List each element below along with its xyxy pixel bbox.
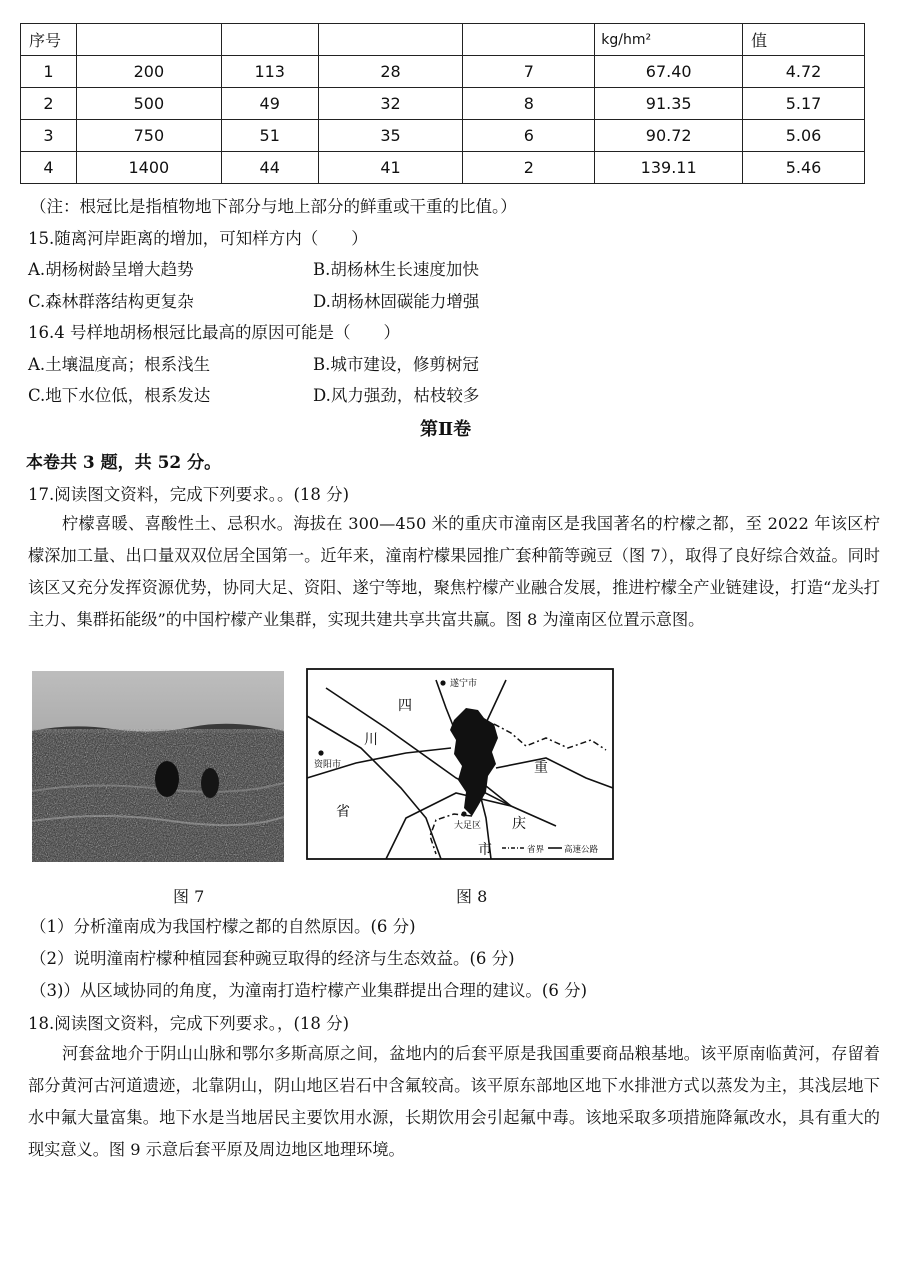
figure-8-map [306,668,614,860]
table-cell: 5.17 [743,88,865,120]
map-label-dazu: 大足区 [454,821,482,831]
table-row [21,56,865,88]
q17-sub2: （2）说明潼南柠檬种植园套种豌豆取得的经济与生态效益。(6 分) [30,949,515,968]
table-cell: 1 [21,56,77,88]
q17-stem: 17.阅读图文资料，完成下列要求。。(18 分) [28,485,350,504]
q17-sub1: （1）分析潼南成为我国柠檬之都的自然原因。(6 分) [30,917,416,936]
figure-7-photo [32,671,284,862]
table-cell: 113 [221,56,318,88]
table-cell: 8 [463,88,595,120]
table-header-row [21,24,865,56]
table-cell: 5.06 [743,120,865,152]
table-header-cell: 序号 [21,24,77,56]
table-cell: 28 [318,56,463,88]
table-cell: 35 [318,120,463,152]
table-cell: 3 [21,120,77,152]
map-label-suining: 遂宁市 [450,679,478,689]
q15-option-b: B.胡杨林生长速度加快 [313,260,479,279]
legend-border-label: 省界 [527,845,545,855]
table-row [21,88,865,120]
table-cell: 6 [463,120,595,152]
q15-option-c: C.森林群落结构更复杂 [28,292,194,311]
table-cell: 5.46 [743,152,865,184]
q16-option-a: A.土壤温度高；根系浅生 [28,355,211,374]
q15-option-d: D.胡杨林固碳能力增强 [313,292,480,311]
table-cell: 750 [76,120,221,152]
table-cell: 7 [463,56,595,88]
q16-stem: 16.4 号样地胡杨根冠比最高的原因可能是（ ） [28,323,400,342]
table-cell: 1400 [76,152,221,184]
table-row [21,120,865,152]
section-description: 本卷共 3 题，共 52 分。 [26,453,222,473]
data-table [20,23,865,184]
table-cell: 500 [76,88,221,120]
figure-7-caption: 图 7 [173,887,205,906]
legend-highway-label: 高速公路 [564,845,599,855]
q15-stem: 15.随离河岸距离的增加，可知样方内（ ） [28,229,368,248]
table-cell: 200 [76,56,221,88]
table-header-cell [221,24,318,56]
q17-sub3: （3)）从区域协同的角度，为潼南打造柠檬产业集群提出合理的建议。(6 分) [30,981,588,1000]
map-label-shi: 市 [478,842,492,858]
table-note: （注：根冠比是指植物地下部分与地上部分的鲜重或干重的比值。） [30,197,517,216]
dazu-marker [461,811,466,816]
suining-marker [440,680,445,685]
map-label-si: 四 [398,698,412,714]
section-title: 第Ⅱ卷 [420,419,472,440]
table-header-cell: kg/hm² [595,24,743,56]
table-cell: 2 [21,88,77,120]
table-cell: 2 [463,152,595,184]
table-cell: 44 [221,152,318,184]
q17-paragraph: 柠檬喜暖、喜酸性土、忌积水。海拔在 300—450 米的重庆市潼南区是我国著名的柠檬之都，至 2022 年该区柠檬深加工量、出口量双双位居全国第一。近年来，潼南柠檬果园推广套种箭等豌豆（图 7），取得了良好综合效益。同时该区又充分发挥资源优势，协同大足、资阳、遂宁等地，聚焦柠檬产业融合发展，推进柠檬全产业链建设，打造“龙头打主力、集群拓能级”的中国柠檬产业集群，实现共建共享共富共赢。图 8 为潼南区位置示意图。 [28,514,880,629]
q15-option-a: A.胡杨树龄呈增大趋势 [28,260,194,279]
table-row [21,152,865,184]
map-label-sheng: 省 [336,804,350,820]
q16-option-d: D.风力强劲，枯枝较多 [313,386,480,405]
table-header-cell [76,24,221,56]
table-cell: 49 [221,88,318,120]
table-cell: 51 [221,120,318,152]
table-header-cell [318,24,463,56]
table-cell: 32 [318,88,463,120]
map-label-chuan: 川 [364,732,378,748]
table-cell: 4 [21,152,77,184]
figure-8-caption: 图 8 [456,887,488,906]
map-label-chong: 重 [534,760,548,776]
table-cell: 91.35 [595,88,743,120]
q16-option-b: B.城市建设，修剪树冠 [313,355,479,374]
table-cell: 41 [318,152,463,184]
table-cell: 90.72 [595,120,743,152]
map-label-ziyang: 资阳市 [314,760,342,770]
table-header-cell: 值 [743,24,865,56]
table-cell: 4.72 [743,56,865,88]
table-header-cell [463,24,595,56]
table-cell: 139.11 [595,152,743,184]
q16-option-c: C.地下水位低，根系发达 [28,386,211,405]
q18-paragraph: 河套盆地介于阴山山脉和鄂尔多斯高原之间，盆地内的后套平原是我国重要商品粮基地。该平原南临黄河，存留着部分黄河古河道遗迹，北靠阴山，阴山地区岩石中含氟较高。该平原东部地区地下水排泄方式以蒸发为主，其浅层地下水中氟大量富集。地下水是当地居民主要饮用水源，长期饮用会引起氟中毒。该地采取多项措施降氟改水，具有重大的现实意义。图 9 示意后套平原及周边地区地理环境。 [28,1044,880,1159]
table-cell: 67.40 [595,56,743,88]
q18-stem: 18.阅读图文资料，完成下列要求。，(18 分) [28,1014,350,1033]
map-label-qing: 庆 [512,816,526,832]
ziyang-marker [318,750,323,755]
